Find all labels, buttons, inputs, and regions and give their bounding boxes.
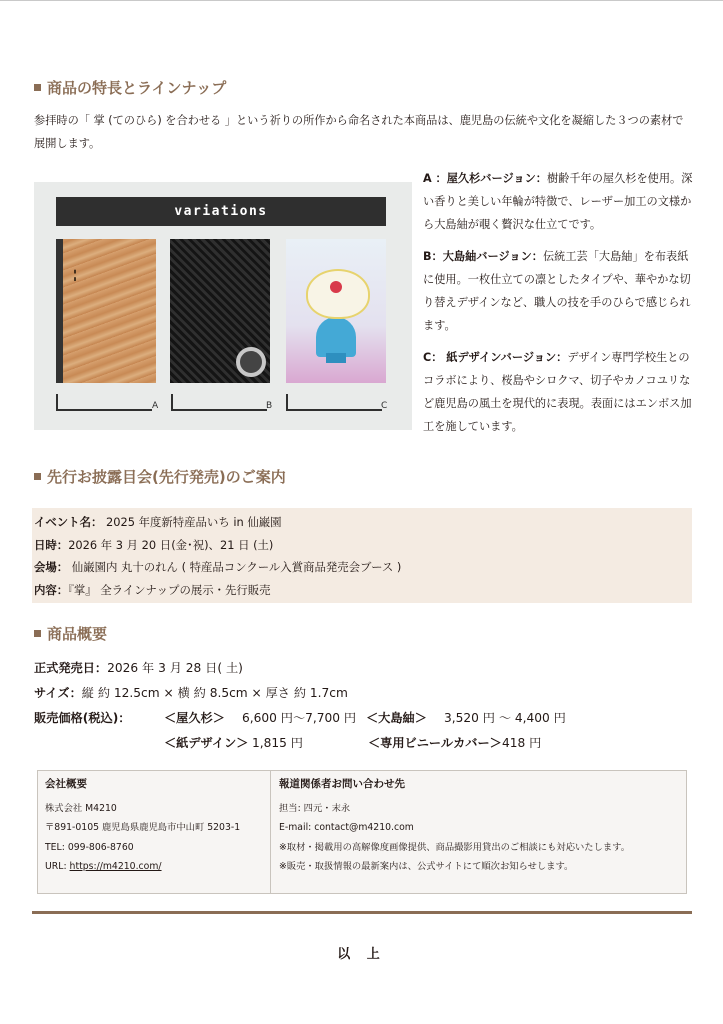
price-value: 1,815 円	[252, 736, 303, 750]
size-row	[34, 681, 694, 706]
square-bullet-icon	[34, 630, 41, 637]
company-url-line	[45, 857, 265, 877]
bracket-c	[286, 394, 382, 411]
event-label: 会場：	[34, 560, 69, 574]
price-row-1	[34, 706, 694, 731]
price-name: ＜大島紬＞	[366, 711, 427, 725]
label-c: C	[381, 401, 388, 411]
release-label: 正式発売日：	[34, 661, 108, 675]
price-value: 418 円	[502, 736, 542, 750]
event-label: 日時：	[34, 537, 69, 552]
company-address: 〒891-0105 鹿児島県鹿児島市中山町 5203-1	[45, 822, 241, 833]
event-info-box	[32, 508, 692, 603]
release-row	[34, 656, 694, 681]
event-label: イベント名：	[34, 515, 103, 529]
label-b: B	[266, 401, 273, 411]
variant-title: B：大島紬バージョン：	[423, 250, 543, 263]
variant-a	[423, 167, 693, 236]
variant-b	[423, 245, 693, 337]
company-tel: TEL: 099-806-8760	[45, 841, 134, 853]
variant-text: 樹齢千年の屋久杉を使用。深い香りと美しい年輪が特徴で、レーザー加工の文様から大島紬が覗く贅沢な仕立てです。	[423, 172, 693, 231]
event-label: 内容：	[34, 582, 69, 597]
price-row-2	[34, 731, 694, 756]
event-row-name	[34, 511, 692, 534]
square-bullet-icon	[34, 84, 41, 91]
cherry-icon	[330, 281, 342, 293]
url-label: URL:	[45, 861, 70, 872]
size-label: サイズ：	[34, 686, 82, 700]
company-url-link[interactable]: https://m4210.com/	[69, 861, 162, 872]
press-column	[279, 775, 684, 877]
company-column	[45, 775, 265, 877]
variations-image	[34, 182, 412, 430]
intro-paragraph: 参拝時の「 掌 (てのひら) を合わせる 」という祈りの所作から命名された本商品は、鹿児島の伝統や文化を凝縮した３つの素材で展開します。	[34, 114, 684, 150]
cover-emblem: ▮ ▮	[72, 269, 78, 283]
section-heading-text: 商品の特長とラインナップ	[47, 79, 227, 97]
price-value: 6,600 円～7,700 円	[242, 711, 357, 725]
variant-c	[423, 346, 693, 438]
contact-info-box	[37, 770, 687, 894]
end-mark: 以 上	[337, 947, 386, 962]
paper-design-cover-image	[286, 239, 386, 383]
section-heading-summary	[34, 623, 107, 644]
section-heading-lineup	[34, 77, 226, 98]
glass-base	[326, 353, 346, 363]
company-name: 株式会社 M4210	[45, 802, 117, 814]
release-value: 2026 年 3 月 28 日( 土)	[107, 661, 243, 675]
event-row-content	[34, 579, 692, 602]
size-value: 縦 約 12.5cm × 横 約 8.5cm × 厚さ 約 1.7cm	[81, 686, 348, 700]
price-name: ＜屋久杉＞	[164, 711, 225, 725]
variations-banner: variations	[56, 197, 386, 226]
bracket-b	[171, 394, 267, 411]
event-row-date	[34, 534, 692, 557]
section-heading-text: 先行お披露目会(先行発売)のご案内	[47, 468, 286, 486]
price-name: ＜専用ビニールカバー＞	[368, 736, 502, 750]
shaved-ice-shape	[306, 269, 370, 319]
press-contact: 担当: 四元・末永	[279, 802, 351, 814]
top-border	[0, 0, 723, 1]
price-name: ＜紙デザイン＞	[164, 736, 249, 750]
variant-text: 伝統工芸「大島紬」を布表紙に使用。一枚仕立ての凛としたタイプや、華やかな切り替えデザインなど、職人の技を手のひらで感じられます。	[423, 250, 691, 332]
flower-pattern-icon	[236, 347, 266, 377]
yakusugi-cover-image	[56, 239, 156, 383]
product-summary	[34, 656, 694, 756]
variant-text: デザイン専門学校生とのコラボにより、桜島やシロクマ、切子やカノコユリなど鹿児島の風土を現代的に表現。表面にはエンボス加工を施しています。	[423, 351, 692, 433]
press-note: ※販売・取扱情報の最新案内は、公式サイトにて順次お知らせします。	[279, 861, 574, 872]
variant-title: C： 紙デザインバージョン：	[423, 351, 568, 364]
press-title: 報道関係者お問い合わせ先	[279, 778, 405, 790]
variant-list	[423, 167, 693, 447]
press-note: ※取材・掲載用の高解像度画像提供、商品撮影用貸出のご相談にも対応いたします。	[279, 841, 631, 853]
square-bullet-icon	[34, 473, 41, 480]
event-value: 2025 年度新特産品いち in 仙巌園	[102, 515, 282, 529]
event-value: 2026 年 3 月 20 日(金･祝)、21 日 (土)	[68, 537, 274, 552]
price-label: 販売価格(税込)：	[34, 711, 131, 725]
section-heading-text: 商品概要	[47, 625, 108, 643]
column-divider	[270, 771, 271, 893]
section-heading-event	[34, 466, 286, 487]
glass-shape	[316, 317, 356, 357]
event-value: 『掌』 全ラインナップの展示・先行販売	[68, 582, 271, 597]
cover-spine	[56, 239, 63, 383]
event-row-venue	[34, 556, 692, 579]
bracket-a	[56, 394, 152, 411]
press-email[interactable]: E-mail: contact@m4210.com	[279, 822, 414, 833]
oshima-tsumugi-cover-image	[170, 239, 270, 383]
label-a: A	[152, 401, 159, 411]
price-value: 3,520 円 ～ 4,400 円	[444, 711, 566, 725]
variant-title: A ：屋久杉バージョン：	[423, 172, 547, 185]
company-title: 会社概要	[45, 778, 87, 790]
bottom-rule	[32, 911, 692, 914]
event-value: 仙巌園内 丸十のれん ( 特産品コンクール入賞商品発売会ブース )	[68, 560, 402, 574]
